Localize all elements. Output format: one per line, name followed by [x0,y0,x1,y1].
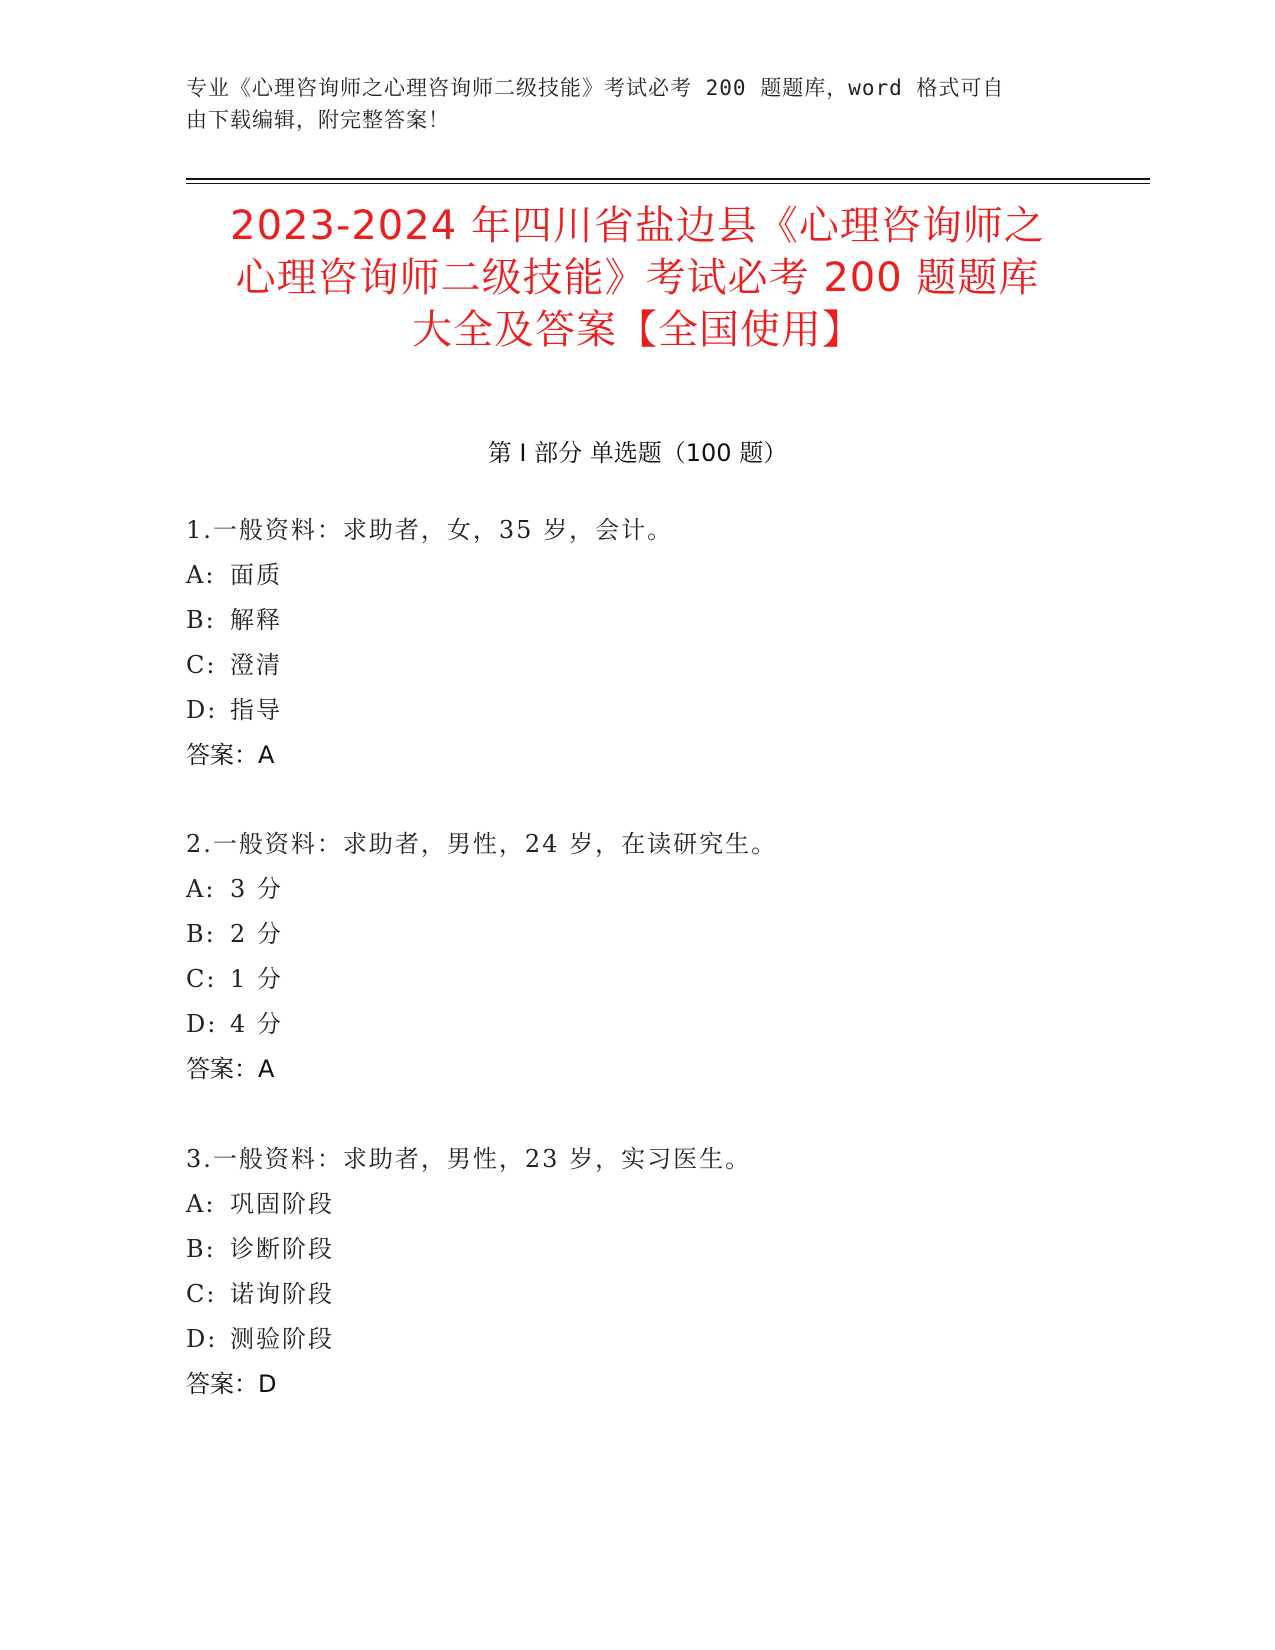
option-key: A: [186,1190,216,1218]
document-title-line-1: 2023-2024 年四川省盐边县《心理咨询师之 [230,203,1045,249]
option-text: 4 分 [230,1010,283,1038]
option-d [186,1317,1136,1362]
option-d [186,688,1136,733]
answer: 答案：A [186,741,275,769]
question-stem: 3.一般资料：求助者，男性，23 岁，实习医生。 [186,1145,752,1173]
option-text: 指导 [230,696,282,724]
option-text: 1 分 [230,965,283,993]
option-key: B: [186,920,216,948]
option-key: D: [186,696,218,724]
option-c [186,643,1136,688]
section-title: 第 I 部分 单选题（100 题） [487,439,788,467]
header-rule-thin [186,183,1150,184]
option-text: 测验阶段 [230,1325,334,1353]
header-note-line-2: 由下载编辑，附完整答案！ [186,108,450,132]
question-stem: 1.一般资料：求助者，女，35 岁，会计。 [186,516,674,544]
option-key: D: [186,1325,218,1353]
option-key: C: [186,965,217,993]
option-a [186,1182,1136,1227]
option-key: B: [186,1235,216,1263]
question-1 [186,508,1136,778]
option-b [186,598,1136,643]
option-text: 面质 [230,561,282,589]
option-text: 诊断阶段 [230,1235,334,1263]
option-a [186,553,1136,598]
option-text: 解释 [230,606,282,634]
option-key: C: [186,1280,217,1308]
question-2 [186,822,1136,1092]
option-c [186,957,1136,1002]
option-text: 3 分 [230,875,283,903]
answer: 答案：D [186,1370,277,1398]
document-title-line-2: 心理咨询师二级技能》考试必考 200 题题库 [235,255,1040,301]
option-a [186,867,1136,912]
option-b [186,1227,1136,1272]
answer: 答案：A [186,1055,275,1083]
option-text: 巩固阶段 [230,1190,334,1218]
option-text: 诺询阶段 [230,1280,334,1308]
question-stem: 2.一般资料：求助者，男性，24 岁，在读研究生。 [186,830,778,858]
option-key: A: [186,875,216,903]
document-title-line-3: 大全及答案【全国使用】 [412,307,863,353]
header-rule-thick [186,178,1150,180]
question-3 [186,1137,1136,1407]
option-c [186,1272,1136,1317]
option-key: D: [186,1010,218,1038]
option-key: B: [186,606,216,634]
header-note [186,72,1086,136]
option-key: C: [186,651,217,679]
option-d [186,1002,1136,1047]
option-key: A: [186,561,216,589]
option-text: 2 分 [230,920,283,948]
option-b [186,912,1136,957]
header-note-line-1: 专业《心理咨询师之心理咨询师二级技能》考试必考 200 题题库，word 格式可自 [186,76,1005,100]
option-text: 澄清 [230,651,282,679]
document-title [150,200,1125,356]
